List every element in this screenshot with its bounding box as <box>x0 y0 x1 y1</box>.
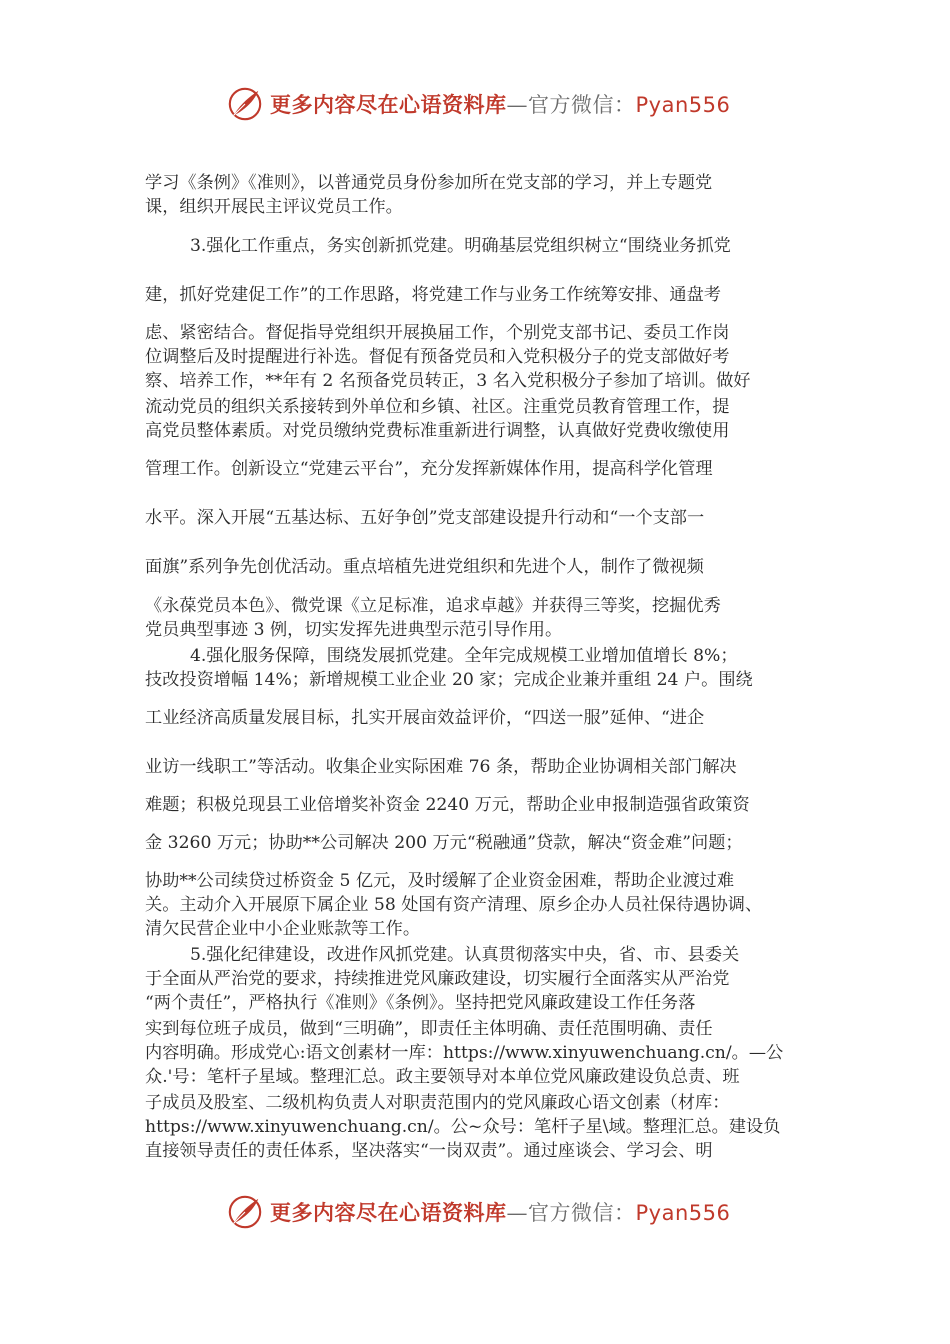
text-line: 直接领导责任的责任体系，坚决落实“一岗双责”。通过座谈会、学习会、明 <box>145 1141 713 1161</box>
text-line: 金 3260 万元；协助**公司解决 200 万元“税融通”贷款，解决“资金难”问题； <box>145 833 743 853</box>
text-line: 难题；积极兑现县工业倍增奖补资金 2240 万元，帮助企业申报制造强省政策资 <box>145 795 750 815</box>
footer-banner-text <box>270 1197 730 1227</box>
text-line: 工业经济高质量发展目标，扎实开展亩效益评价，“四送一服”延伸、“进企 <box>145 708 705 728</box>
text-line: 管理工作。创新设立“党建云平台”，充分发挥新媒体作用，提高科学化管理 <box>145 459 713 479</box>
text-line: 关。主动介入开展原下属企业 58 处国有资产清理、原乡企办人员社保待遇协调、 <box>145 895 763 915</box>
text-line: 虑、紧密结合。督促指导党组织开展换届工作，个别党支部书记、委员工作岗 <box>145 323 730 343</box>
text-line: 面旗”系列争先创优活动。重点培植先进党组织和先进个人，制作了微视频 <box>145 557 704 577</box>
text-line: 《永葆党员本色》、微党课《立足标准，追求卓越》并获得三等奖，挖掘优秀 <box>145 596 721 616</box>
header-banner-text <box>270 89 730 119</box>
paragraph-heading-4: 4.强化服务保障，围绕发展抓党建。全年完成规模工业增加值增长 8%； <box>190 646 738 666</box>
banner-main-text: 更多内容尽在心语资料库 <box>270 1200 507 1225</box>
quill-logo-icon <box>226 1193 264 1231</box>
text-line: 建，抓好党建促工作”的工作思路，将党建工作与业务工作统筹安排、通盘考 <box>145 285 721 305</box>
text-line: 课，组织开展民主评议党员工作。 <box>145 197 403 217</box>
banner-dash: — <box>506 93 528 117</box>
footer-banner <box>226 1192 730 1232</box>
text-line: 技改投资增幅 14%；新增规模工业企业 20 家；完成企业兼并重组 24 户。围绕 <box>145 670 753 690</box>
banner-dash: — <box>506 1201 528 1225</box>
banner-wechat-label: 官方微信： <box>528 93 636 117</box>
text-line: “两个责任”，严格执行《准则》《条例》。坚持把党风廉政建设工作任务落 <box>145 993 696 1013</box>
text-line: https://www.xinyuwenchuang.cn/。公~众号：笔杆子星\域。整理汇总。建设负 <box>145 1117 781 1137</box>
text-line: 察、培养工作，**年有 2 名预备党员转正，3 名入党积极分子参加了培训。做好 <box>145 371 751 391</box>
banner-main-text: 更多内容尽在心语资料库 <box>270 92 507 117</box>
text-line: 水平。深入开展“五基达标、五好争创”党支部建设提升行动和“一个支部一 <box>145 508 705 528</box>
text-line: 高党员整体素质。对党员缴纳党费标准重新进行调整，认真做好党费收缴使用 <box>145 421 730 441</box>
banner-wechat-id: Pyan556 <box>635 93 731 117</box>
text-line: 子成员及股室、二级机构负责人对职责范围内的党风廉政心语文创素（材库： <box>145 1093 730 1113</box>
quill-logo-icon <box>226 85 264 123</box>
banner-wechat-label: 官方微信： <box>528 1201 636 1225</box>
text-line: 位调整后及时提醒进行补选。督促有预备党员和入党积极分子的党支部做好考 <box>145 347 730 367</box>
text-line: 于全面从严治党的要求，持续推进党风廉政建设，切实履行全面落实从严治党 <box>145 969 730 989</box>
text-line: 众.'号：笔杆子星域。整理汇总。政主要领导对本单位党风廉政建设负总责、班 <box>145 1067 740 1087</box>
text-line: 内容明确。形成党心:语文创素材一库：https://www.xinyuwenchuang.cn/。—公 <box>145 1043 784 1063</box>
paragraph-heading-3: 3.强化工作重点，务实创新抓党建。明确基层党组织树立“围绕业务抓党 <box>190 236 731 256</box>
banner-wechat-id: Pyan556 <box>635 1201 731 1225</box>
text-line: 党员典型事迹 3 例，切实发挥先进典型示范引导作用。 <box>145 620 563 640</box>
header-banner <box>226 84 730 124</box>
text-line: 实到每位班子成员，做到“三明确”，即责任主体明确、责任范围明确、责任 <box>145 1019 713 1039</box>
text-line: 流动党员的组织关系接转到外单位和乡镇、社区。注重党员教育管理工作，提 <box>145 397 730 417</box>
text-line: 协助**公司续贷过桥资金 5 亿元，及时缓解了企业资金困难，帮助企业渡过难 <box>145 871 735 891</box>
text-line: 学习《条例》《准则》，以普通党员身份参加所在党支部的学习，并上专题党 <box>145 173 713 193</box>
text-line: 清欠民营企业中小企业账款等工作。 <box>145 919 421 939</box>
text-line: 业访一线职工”等活动。收集企业实际困难 76 条，帮助企业协调相关部门解决 <box>145 757 737 777</box>
paragraph-heading-5: 5.强化纪律建设，改进作风抓党建。认真贯彻落实中央，省、市、县委关 <box>190 945 740 965</box>
